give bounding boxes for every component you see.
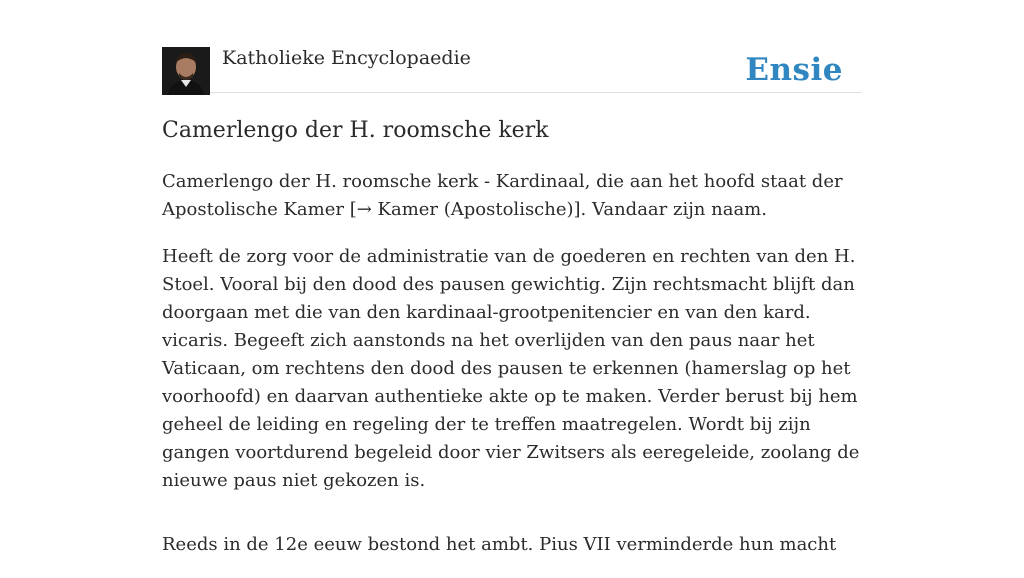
article-title: Camerlengo der H. roomsche kerk [162, 118, 549, 143]
article-body [162, 168, 867, 578]
paragraph: Reeds in de 12e eeuw bestond het ambt. Pius VII verminderde hun macht [162, 534, 837, 555]
site-name[interactable]: Katholieke Encyclopaedie [222, 47, 471, 69]
brand-logo[interactable]: Ensie [745, 52, 843, 88]
paragraph: Heeft de zorg voor de administratie van de goederen en rechten van den H. Stoel. Vooral bij den dood des pausen gewichtig. Zijn rechtsmacht blijft dan doorgaan met die van den kardinaal-grootpenitencier en van den kard. vicaris. Begeeft zich aanstonds na het overlijden van den paus naar het Vaticaan, om rechtens den dood des pausen te erkennen (hamerslag op het voorhoofd) en daarvan authentieke akte op te maken. Verder berust bij hem geheel de leiding en regeling der te treffen maatregelen. Wordt bij zijn gangen voortdurend begeleid door vier Zwitsers als eeregeleide, zoolang de nieuwe paus niet gekozen is. [162, 246, 860, 491]
portrait-icon [162, 47, 210, 95]
site-header [162, 46, 862, 93]
paragraph: Camerlengo der H. roomsche kerk - Kardinaal, die aan het hoofd staat der Apostolische Kamer [→ Kamer (Apostolische)]. Vandaar zijn naam. [162, 171, 843, 220]
author-avatar[interactable] [162, 47, 210, 95]
